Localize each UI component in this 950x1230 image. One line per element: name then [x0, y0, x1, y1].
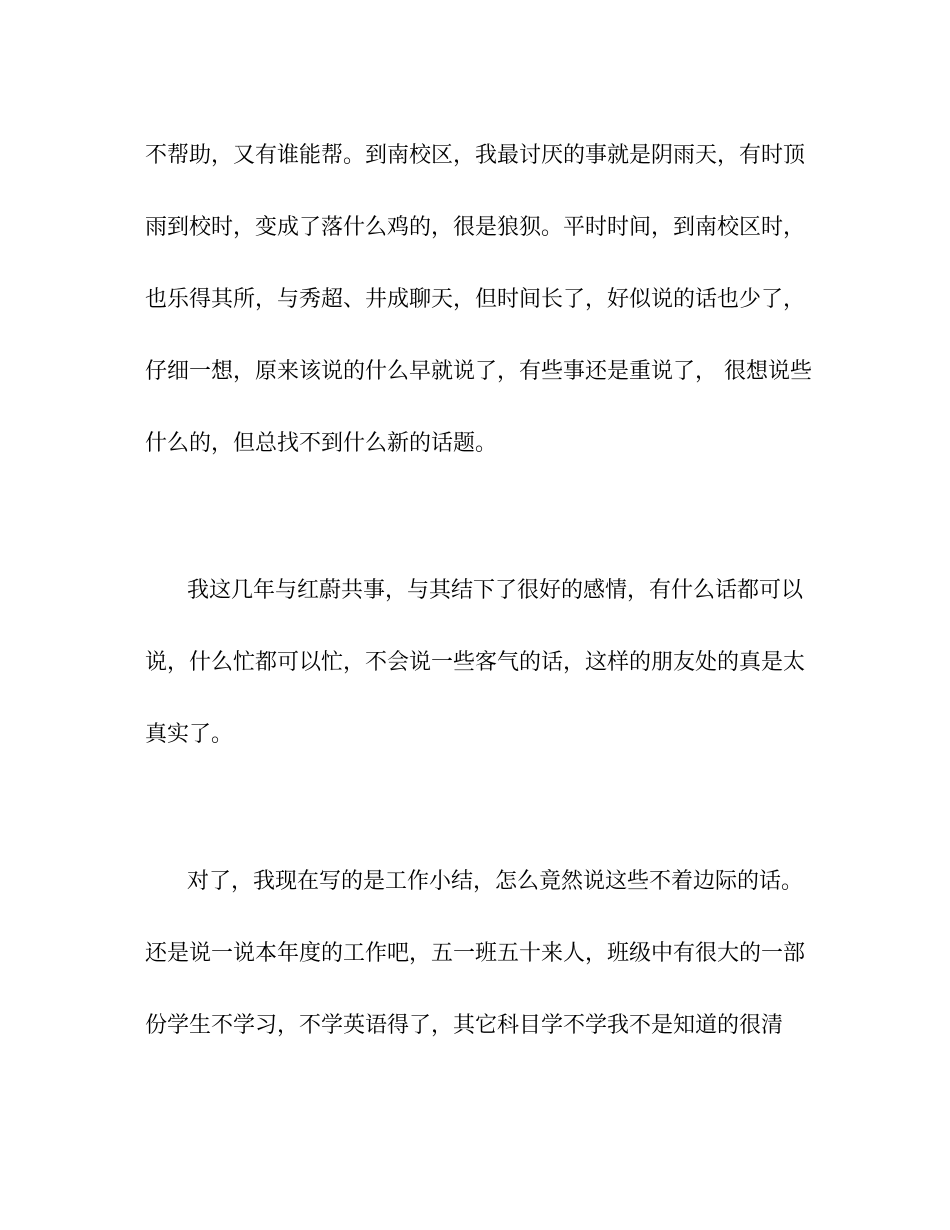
- paragraph-1-line-4: 仔细一想，原来该说的什么早就说了，有些事还是重说了， 很想说些: [145, 359, 812, 384]
- paragraph-3-line-3: 份学生不学习，不学英语得了，其它科目学不学我不是知道的很清: [145, 1013, 784, 1038]
- paragraph-2-line-1: 我这几年与红蔚共事，与其结下了很好的感情，有什么话都可以: [187, 578, 804, 603]
- paragraph-3-line-1: 对了，我现在写的是工作小结，怎么竟然说这些不着边际的话。: [187, 869, 804, 894]
- paragraph-1-line-3: 也乐得其所，与秀超、井成聊天，但时间长了，好似说的话也少了，: [145, 287, 806, 312]
- paragraph-1-line-1: 不帮助，又有谁能帮。到南校区，我最讨厌的事就是阴雨天，有时顶: [145, 143, 806, 168]
- paragraph-2-line-2: 说，什么忙都可以忙，不会说一些客气的话，这样的朋友处的真是太: [145, 650, 806, 675]
- paragraph-1-line-2: 雨到校时，变成了落什么鸡的，很是狼狈。平时时间，到南校区时，: [145, 215, 806, 240]
- paragraph-3-line-2: 还是说一说本年度的工作吧，五一班五十来人，班级中有很大的一部: [145, 941, 806, 966]
- paragraph-2-line-3: 真实了。: [145, 722, 234, 747]
- paragraph-1-line-5: 什么的，但总找不到什么新的话题。: [145, 431, 498, 456]
